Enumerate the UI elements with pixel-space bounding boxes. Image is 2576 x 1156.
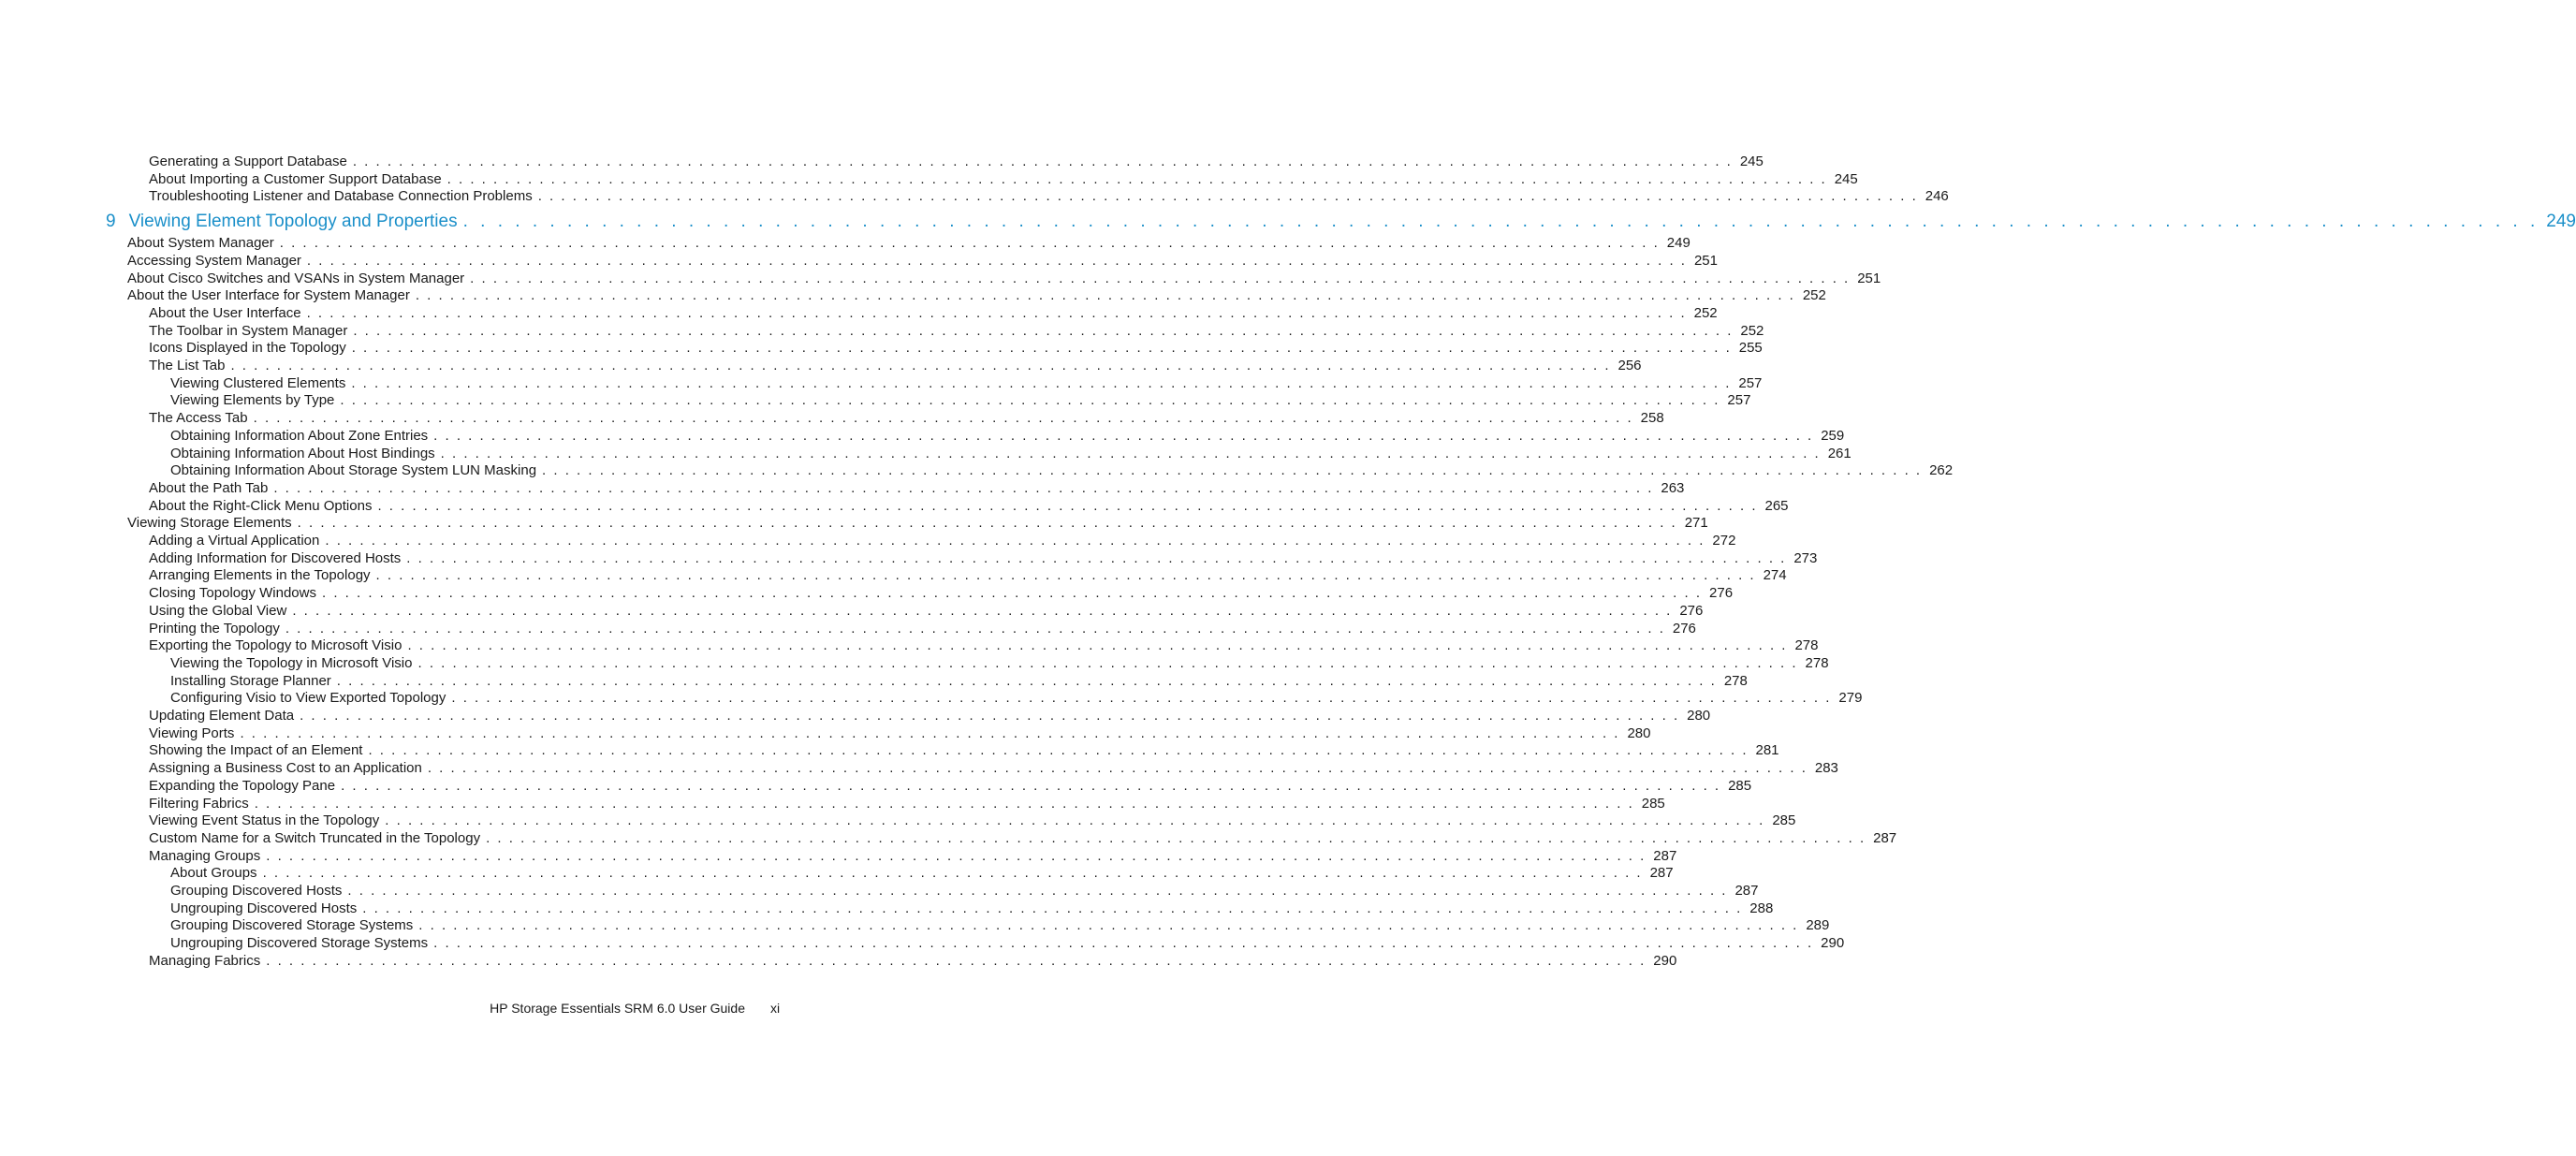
- toc-entry-page: 287: [1873, 829, 1897, 846]
- toc-entry-page: 257: [1738, 374, 1763, 391]
- toc-entry-title: Viewing Storage Elements: [127, 515, 292, 532]
- toc-entry-title: Filtering Fabrics: [149, 795, 249, 812]
- toc-entry[interactable]: [149, 777, 1752, 795]
- toc-entry-page: 265: [1764, 497, 1789, 514]
- toc-entry-page: 285: [1641, 795, 1665, 812]
- toc-entry-title: About Importing a Customer Support Database: [149, 170, 442, 187]
- toc-entry-title: About System Manager: [127, 235, 274, 252]
- toc-entry-page: 262: [1929, 462, 1954, 479]
- toc-entry[interactable]: [149, 187, 1949, 205]
- footer-title: HP Storage Essentials SRM 6.0 User Guide: [490, 1001, 745, 1016]
- toc-entry-page: 246: [1925, 188, 1949, 205]
- toc-entry-title: The Access Tab: [149, 410, 248, 427]
- dot-leader: . . . . . . . . . . . . . . . . . . . . . . . . . . . . . . . . . . . . . . . . . . . . . . . . . . . . . . . . . . . . . . . . . . . . . . . . . . . . . . . . . . . . . . . . . . . . . . . . . . . . . . . . . . . . . . . . . . . . . . . .: [486, 829, 1866, 846]
- dot-leader: . . . . . . . . . . . . . . . . . . . . . . . . . . . . . . . . . . . . . . . . . . . . . . . . . . . . . . . . . . . . . . . . . . . . . . . . . . . . . . . . . . . . . . . . . . . . . . . . . . . . . . . . . . . . . . . . . . . . . . . .: [470, 270, 1851, 286]
- toc-entry-page: 287: [1653, 847, 1677, 864]
- toc-entry[interactable]: [170, 934, 1845, 952]
- dot-leader: . . . . . . . . . . . . . . . . . . . . . . . . . . . . . . . . . . . . . . . . . . . . . . . . . . . . . . . . . . . . . . . . . . . . . . . . . . . . . . . . . . . . . . . . . . . . . . . . . . . . . . . . . . . . . . . . . . . . . . . .: [279, 235, 1660, 252]
- toc-entry-page: 276: [1709, 585, 1734, 602]
- dot-leader: . . . . . . . . . . . . . . . . . . . . . . . . . . . . . . . . . . . . . . . . . . . . . . . . . . . . . . . . . . . . . . . . . . . . . . . . . . . . . . . . . . . . . . . . . . . . . . . . . . . . . . . . . . . . . . . . . . . . . . . .: [375, 567, 1756, 584]
- toc-entry-title: Using the Global View: [149, 602, 287, 619]
- dot-leader: . . . . . . . . . . . . . . . . . . . . . . . . . . . . . . . . . . . . . . . . . . . . . . . . . . . . . . . . . . . . . . . . . . . . . . . . . . . . . . . . . . . . . . . . . . . . . . . . . . . . . . . . . . . . . . . . . . . . . . . .: [336, 672, 1717, 689]
- dot-leader: . . . . . . . . . . . . . . . . . . . . . . . . . . . . . . . . . . . . . . . . . . . . . . . . . . . . . . . . . . . . . . . . . . . . . . . . . . . . . . . . . . . . . . . . . . . . . . . . . . . . . . . . . . . . . . . . . . . . . . . .: [321, 585, 1703, 602]
- toc-entry-title: About the Path Tab: [149, 479, 269, 496]
- toc-entry-page: 257: [1727, 392, 1751, 409]
- dot-leader: . . . . . . . . . . . . . . . . . . . . . . . . . . . . . . . . . . . . . . . . . . . . . . . . . . . . . . . . . . . . . . . . . . . . . . . . . . . . . . . . . . . . . . . . . . . . . . . . . . . . . . . . . . . . . . . . . . . . . . . .: [353, 322, 1734, 339]
- toc-entry-title: About Cisco Switches and VSANs in System Manager: [127, 270, 465, 286]
- dot-leader: . . . . . . . . . . . . . . . . . . . . . . . . . . . . . . . . . . . . . . . . . . . . . . . . . . . . . . . . . . . . . . . . . . . . . . . . . . . . . . . . . . . . . . . . . . . . . . . . . . . . . . . . . . . . . . . . . . . . . . . .: [285, 620, 1665, 637]
- toc-entry-page: 278: [1723, 672, 1748, 689]
- toc-entry-page: 249: [1666, 235, 1690, 252]
- toc-entry-title: Exporting the Topology to Microsoft Visio: [149, 637, 402, 654]
- dot-leader: . . . . . . . . . . . . . . . . . . . . . . . . . . . . . . . . . . . . . . . . . . . . . . . . . . . . . . . . . . . . . . . . . . . . . . . . . . . . . . . . . . . . . . . . . . . . . . . . . . . . . . . . . . . . . . . . . . . . . . . .: [385, 812, 1765, 829]
- toc-entry-page: 274: [1763, 567, 1787, 584]
- toc-entry[interactable]: [149, 637, 1819, 654]
- toc-entry[interactable]: [149, 409, 1664, 427]
- toc-entry-title: Configuring Visio to View Exported Topology: [170, 690, 446, 707]
- toc-entry-title: Adding a Virtual Application: [149, 533, 320, 549]
- toc-entry-page: 280: [1627, 724, 1651, 741]
- toc-entry[interactable]: [170, 654, 1829, 672]
- toc-entry-title: Obtaining Information About Host Bindings: [170, 445, 435, 461]
- toc-entry-page: 273: [1793, 549, 1818, 566]
- toc-entry[interactable]: [149, 566, 1787, 584]
- dot-leader: . . . . . . . . . . . . . . . . . . . . . . . . . . . . . . . . . . . . . . . . . . . . . . . . . . . . . . . . . . . . . . . . . . . . . . . . . . . . . . . . . . . . . . . . . . . . . . . . . . . . . . . . . . . . . . . . . . . . . . . .: [297, 515, 1677, 532]
- toc-entry[interactable]: [170, 427, 1845, 445]
- dot-leader: . . . . . . . . . . . . . . . . . . . . . . . . . . . . . . . . . . . . . . . . . . . . . . . . . . . . . . . . . . . . . . . . . . . . . . . . . . . . . . . . . . . . . . . . . . . . . . . . . . . . . . . . . . . . . . . . . . . . . . . .: [306, 304, 1687, 321]
- dot-leader: . . . . . . . . . . . . . . . . . . . . . . . . . . . . . . . . . . . . . . . . . . . . . . . . . . . . . . . . . . . . . . . . . . . . . . . . . . . . . . . . . . . . . . . . . . . . . . . . . . . . . . . . . . . . . . . . . . . . . . . .: [341, 777, 1721, 794]
- toc-entry-page: 251: [1693, 252, 1718, 269]
- toc-entry-title: Grouping Discovered Storage Systems: [170, 917, 414, 934]
- toc-entry-title: Printing the Topology: [149, 620, 280, 637]
- toc-entry-page: 249: [2546, 212, 2576, 232]
- toc-entry[interactable]: [149, 304, 1718, 322]
- toc-entry-page: 258: [1640, 410, 1664, 427]
- toc-entry[interactable]: [149, 170, 1858, 188]
- dot-leader: . . . . . . . . . . . . . . . . . . . . . . . . . . . . . . . . . . . . . . . . . . . . . . . . . . . . . . . . . . . . . . . . . . . . . . . . . . . . . . . . . . . . . . . . . . . . . . . . . . . . . . . . . . . . . . . . . . . . . . . .: [266, 847, 1647, 864]
- toc-entry[interactable]: [149, 602, 1704, 620]
- dot-leader: . . . . . . . . . . . . . . . . . . . . . . . . . . . . . . . . . . . . . . . . . . . . . . . . . . . . . . . . . . . . . . . . . . . . . . . . . . . . . . . . . . . . . . . . . . . . . . . . . . . . . . . . . . . . . . . . . . . . . . . .: [230, 358, 1611, 373]
- toc-entry-page: 252: [1693, 304, 1718, 321]
- dot-leader: . . . . . . . . . . . . . . . . . . . . . . . . . . . . . . . . . . . . . . . . . . . . . . . . . . . . . . . . . . . . . . . . . . . . . . . . . . . . . . . . . . . . . . . . . . . . . . . . . . . . . . . . . . . . . . . . . . . . . . . .: [253, 410, 1633, 427]
- toc-entry[interactable]: [149, 322, 1764, 340]
- toc-entry-title: Managing Fabrics: [149, 952, 261, 969]
- toc-entry-title: Icons Displayed in the Topology: [149, 340, 346, 357]
- toc-entry[interactable]: [149, 952, 1677, 970]
- toc-entry-page: 259: [1821, 427, 1845, 444]
- toc-entry[interactable]: [149, 795, 1665, 812]
- dot-leader: . . . . . . . . . . . . . . . . . . . . . . . . . . . . . . . . . . . . . . . . . . . . . . . . . . . . . . . . . . . . . . . . . . . . . . . . . . . . . . . . . . . . . . . . . . . . . . . . . . . . . . . . . . . . . . . . . . . . . . . .: [377, 497, 1758, 514]
- toc-entry-title: About the User Interface for System Manager: [127, 287, 410, 304]
- dot-leader: . . . . . . . . . . . . . . . . . . . . . . . . . . . . . . . . . . . . . . . . . . . . . . . . . . . . . . . . . . . . . . . . . . . . . . . . . . . . . . . . . . . . . . . . . . . . . . . . . . . . . . . . . . . . . . . . . . . . . . . .: [351, 340, 1732, 357]
- toc-entry-title: Grouping Discovered Hosts: [170, 883, 343, 899]
- toc-entry[interactable]: [170, 374, 1763, 392]
- dot-leader: . . . . . . . . . . . . . . . . . . . . . . . . . . . . . . . . . . . . . . . . . . . . . . . . . . . . . . . . . . . . . . . . . . . . . . . . . . . . . . . . . . . . . . . . . . . . . . . . . . . . . . . . . . . . . . . . . . . . . . . .: [368, 742, 1749, 759]
- toc-entry-title: Installing Storage Planner: [170, 672, 331, 689]
- toc-entry-page: 271: [1684, 515, 1708, 532]
- dot-leader: . . . . . . . . . . . . . . . . . . . . . . . . . . . . . . . . . . . . . . . . . . . . . . . . . . . . . . . . . . . . . . . . . . . . . . . . . . . . . . . . . . . . . . . . . . . . . . . . . . . . . . . . . . . . . . . . . . . . . . . .: [262, 865, 1643, 882]
- toc-entry[interactable]: [149, 479, 1685, 497]
- toc-entry-page: 279: [1838, 690, 1863, 707]
- toc-entry-title: Viewing Ports: [149, 724, 235, 741]
- toc-entry[interactable]: [149, 497, 1789, 515]
- toc-entry-page: 263: [1661, 479, 1685, 496]
- dot-leader: . . . . . . . . . . . . . . . . . . . . . . . . . . . . . . . . . . . . . . . . . . . . . . . . . . . . . . . . . . . . . . . . . . . . . . . . . . . . . . . . . . . . . . . . . . . . . . . . . . . . . . . . . . . . . . . . . . . . . . . .: [433, 427, 1814, 444]
- dot-leader: . . . . . . . . . . . . . . . . . . . . . . . . . . . . . . . . . . . . . . . . . . . . . . . . . . . . . . . . . . . . . . . . . . . . . . . . . . . . . . . . . . . . . . . . . . . . . . . . . . . . . . . . . . . . . . . . . . . . . . . .: [446, 170, 1827, 187]
- toc-entry-title: The List Tab: [149, 358, 226, 373]
- toc-entry[interactable]: [149, 584, 1734, 602]
- dot-leader: . . . . . . . . . . . . . . . . . . . . . . . . . . . . . . . . . . . . . . . . . . . . . . . . . . . . . . . . . . . . . . . . . . . . . . . . . . . . . . . . . . . . . . . . . . . . . . . . . . . . . . . . . . . . . . . . . . . . . . . .: [240, 724, 1620, 741]
- toc-entry-page: 285: [1728, 777, 1752, 794]
- toc-entry[interactable]: [127, 514, 1708, 532]
- footer-page-number: xi: [770, 1001, 781, 1016]
- dot-leader: . . . . . . . . . . . . . . . . . . . . . . . . . . . . . . . . . . . . . . . . . . . . . . . . . . . . . . . . . . . . . . . . . . . . . . . . . . . . . . . . . . . . . . . . . . . . . . . . . . . . . . . . . . . . . . . . . . . . . . . .: [254, 795, 1634, 812]
- dot-leader: . . . . . . . . . . . . . . . . . . . . . . . . . . . . . . . . . . . . . . . . . . . . . . . . . . . . . . . . . . . . . . . . . . . . . . . . . . . . . . . . . . . . . . . . . . . . . . . . . . . . . . . . . . . . . . . . . . . . . . . .: [352, 154, 1733, 169]
- dot-leader: . . . . . . . . . . . . . . . . . . . . . . . . . . . . . . . . . . . . . . . . . . . . . . . . . . . . . . . . . . . . . . . . . . . . . . . . . . . . . . . . . . . . . . . . . . . . . . . . . . . . . . . . . . . . . . . . . . . . . . . .: [433, 935, 1814, 952]
- toc-entry-title: Managing Groups: [149, 847, 261, 864]
- toc-entry[interactable]: [170, 916, 1830, 934]
- toc-entry-page: 256: [1617, 358, 1642, 373]
- toc-entry[interactable]: [149, 812, 1796, 829]
- toc-entry[interactable]: [127, 270, 1881, 287]
- toc-entry[interactable]: [149, 153, 1764, 170]
- dot-leader: . . . . . . . . . . . . . . . . . . . . . . . . . . . . . . . . . . . . . . . . . . . . . . . . . . . . . . . . . . . . . . . . . . . . . . . . . . . . . . . . . . . . . . . . . . . . . . . . . . . . . . . . . . . . . . . . . . . . . . . .: [300, 708, 1680, 724]
- toc-entry-title: The Toolbar in System Manager: [149, 322, 348, 339]
- toc-entry-title: Viewing Clustered Elements: [170, 374, 346, 391]
- toc-entry-title: Assigning a Business Cost to an Application: [149, 760, 422, 777]
- chapter-number: 9: [106, 212, 116, 232]
- dot-leader: . . . . . . . . . . . . . . . . . . . . . . . . . . . . . . . . . . . . . . . . . . . . . . . . . . . . . . . . . . . . . . . . . . . . . . . . . . . . . . . . . . . . . . . . . . . . . . . . . . . . . . . . . . . . . . . . . . . . . . . .: [440, 445, 1821, 461]
- toc-entry-page: 283: [1814, 760, 1838, 777]
- toc-entry[interactable]: [170, 900, 1774, 917]
- dot-leader: . . . . . . . . . . . . . . . . . . . . . . . . . . . . . . . . . . . . . . . . . . . . . . . . . . . . . . . . . . . . . . . . . . . . . . . . . . . . . . . . . . . . . . . . . . . . . . . . . . . . . . . . . . . . . . . . . . . . . . . .: [266, 952, 1647, 969]
- toc-entry[interactable]: [149, 357, 1642, 374]
- dot-leader: . . . . . . . . . . . . . . . . . . . . . . . . . . . . . . . . . . . . . . . . . . . . . . . . . . . . . . . . . . . . . . . . . . . . . . . . . . . . . . . . . . . . . . . . . . . . . . . . . . . . . . . . . . . . . . . . . . . . . . . .: [417, 654, 1798, 671]
- toc-entry[interactable]: [149, 620, 1696, 637]
- toc-entry-page: 290: [1653, 952, 1677, 969]
- chapter-heading[interactable]: [106, 212, 2576, 232]
- toc-entry-title: Troubleshooting Listener and Database Connection Problems: [149, 188, 533, 205]
- toc-entry-page: 288: [1749, 900, 1774, 916]
- toc-entry-page: 287: [1734, 883, 1759, 899]
- toc-entry-title: Ungrouping Discovered Hosts: [170, 900, 358, 916]
- toc-entry[interactable]: [170, 672, 1748, 690]
- dot-leader: . . . . . . . . . . . . . . . . . . . . . . . . . . . . . . . . . . . . . . . . . . . . . . . . . . . . . . . . . . . . . . . . . . . . . . . . . . . . . . . . . . . . . . . . . . . . . . . . . . . . . . . . . . . . . . . . . . . . . . . .: [292, 602, 1673, 619]
- dot-leader: . . . . . . . . . . . . . . . . . . . . . . . . . . . . . . . . . . . . . . . . . . . . . . . . . . . . . . . . . . . . . . . . . . . . . . . . . . . . . . . . . . . . . . . . . . . . . . . . . . . . . . . . . . . . . . . . . . . . . . . .: [347, 883, 1728, 899]
- toc-entry-title: Viewing Event Status in the Topology: [149, 812, 380, 829]
- toc-entry-page: 278: [1794, 637, 1819, 654]
- dot-leader: . . . . . . . . . . . . . . . . . . . . . . . . . . . . . . . . . . . . . . . . . . . . . . . . . . . . . . . . . . . . . . . . . . . . . . . . . . . . . . . . . . . . . . . . . . . . . . . . . . . . . . . . . . . . . . . . . . . . . . . .: [340, 392, 1720, 409]
- toc-entry[interactable]: [170, 391, 1751, 409]
- toc-entry-page: 252: [1740, 322, 1764, 339]
- toc-entry[interactable]: [149, 829, 1897, 847]
- toc-entry-title: Viewing Element Topology and Properties: [128, 212, 458, 232]
- toc-entry-title: About the Right-Click Menu Options: [149, 497, 373, 514]
- toc-entry[interactable]: [149, 339, 1763, 357]
- toc-entry[interactable]: [149, 724, 1651, 742]
- toc-entry-page: 276: [1679, 602, 1704, 619]
- dot-leader: . . . . . . . . . . . . . . . . . . . . . . . . . . . . . . . . . . . . . . . . . . . . . . . . . . . . . . . . . . . . . . . . . . . . . . . . . . . . . . . . . . . . . . . . . . . . . . . . . . . . . . . . . . . . . . . . . . . . . . . .: [273, 479, 1654, 496]
- toc-entry-page: 261: [1827, 445, 1852, 461]
- toc-entry[interactable]: [127, 234, 1690, 252]
- toc-entry-page: 272: [1712, 533, 1736, 549]
- toc-entry-page: 245: [1834, 170, 1858, 187]
- toc-entry-title: Obtaining Information About Zone Entries: [170, 427, 429, 444]
- toc-entry-page: 251: [1857, 270, 1881, 286]
- toc-entry[interactable]: [170, 882, 1759, 900]
- toc-entry-title: Generating a Support Database: [149, 154, 347, 169]
- toc-entry[interactable]: [149, 759, 1838, 777]
- dot-leader: . . . . . . . . . . . . . . . . . . . . . . . . . . . . . . . . . . . . . . . . . . . . . . . . . . . . . . . . . . . . . . . . . . . . . . . . . . . . . . . . . . . . . . . . . . . . . . . . . . . . . . . . . . . . . . . . . . . . . . . .: [415, 287, 1795, 304]
- toc-entry-page: 289: [1806, 917, 1830, 934]
- dot-leader: . . . . . . . . . . . . . . . . . . . . . . . . . . . . . . . . . . . . . . . . . . . . . . . . . . . . . . . . . . . . . . . . . . . . . . . . . . . . . . . . . . . . . . . . . . . . . . . . . . . . . . . . . . . . . . . . . . . . . . . .: [451, 690, 1832, 707]
- toc-entry-title: Obtaining Information About Storage System LUN Masking: [170, 462, 537, 479]
- dot-leader: . . . . . . . . . . . . . . . . . . . . . . . . . . . . . . . . . . . . . . . . . . . . . . . . . . . . . . . . . . . . . . . . . . . . . . . . . . . . . . . . . . . . . . . . . . . . . . . . . . . . . . . . . . . . . . . . . . . . . . . .: [362, 900, 1743, 916]
- toc-entry-title: Expanding the Topology Pane: [149, 777, 336, 794]
- toc-entry[interactable]: [149, 549, 1818, 567]
- toc-entry-page: 276: [1672, 620, 1696, 637]
- toc-entry[interactable]: [149, 532, 1736, 549]
- toc-entry-title: Accessing System Manager: [127, 252, 301, 269]
- toc-entry-title: Viewing the Topology in Microsoft Visio: [170, 654, 413, 671]
- page-footer: [0, 999, 893, 1017]
- toc-entry[interactable]: [170, 445, 1852, 462]
- toc-entry-title: Custom Name for a Switch Truncated in the Topology: [149, 829, 481, 846]
- dot-leader: . . . . . . . . . . . . . . . . . . . . . . . . . . . . . . . . . . . . . . . . . . . . . . . . . . . . . . . . . . . . . . . . . . . . . . . . . . . . . . . . . . . . . . . . . . . . . . . . . . . . . . . . . . . . . . . . . . . . . . . .: [406, 549, 1787, 566]
- dot-leader: . . . . . . . . . . . . . . . . . . . . . . . . . . . . . . . . . . . . . . . . . . . . . . . . . . . . . . . . . . . . . . . . . . . . . . . . . . . . . . . . . . . . . . . . . . . . . . . . . . . . . . . . . . . . . . . . . . . . . . . .: [427, 760, 1808, 777]
- toc-entry[interactable]: [149, 847, 1677, 865]
- toc-entry-title: About the User Interface: [149, 304, 301, 321]
- toc-entry-title: Viewing Elements by Type: [170, 392, 335, 409]
- toc-entry-page: 280: [1687, 708, 1711, 724]
- toc-entry-page: 290: [1821, 935, 1845, 952]
- toc-entry-title: Adding Information for Discovered Hosts: [149, 549, 402, 566]
- toc-entry[interactable]: [170, 461, 1954, 479]
- dot-leader: . . . . . . . . . . . . . . . . . . . . . . . . . . . . . . . . . . . . . . . . . . . . . . . . . . . . . . . . . . . . . . . . . . . . . . . . . . . . . . . . . . . . . . . . . . . . . . . . . . . . . . . . . . . . . . . . . . . . . . . .: [325, 533, 1705, 549]
- toc-entry[interactable]: [170, 689, 1863, 707]
- dot-leader: . . . . . . . . . . . . . . . . . . . . . . . . . . . . . . . . . . . . . . . . . . . . . . . . . . . . . . . . . . . . . . . . . . . . . . . . . . . . . . . . . . . . . . . . . . . . . . . . . . . . . . . . . . . . . . . . . . . . . . . .: [351, 374, 1732, 391]
- toc-entry[interactable]: [127, 286, 1826, 304]
- toc-entry[interactable]: [149, 707, 1711, 724]
- dot-leader: . . . . . . . . . . . . . . . . . . . . . . . . . . . . . . . . . . . . . . . . . . . . . . . . . . . . . . . . . . . . . . . . . . . . . . . . . . . . . . . . . . . . . . . . . . . . . . . . . . . . . . . . . . . . . . . . . . . . . . . .: [462, 212, 2539, 232]
- dot-leader: . . . . . . . . . . . . . . . . . . . . . . . . . . . . . . . . . . . . . . . . . . . . . . . . . . . . . . . . . . . . . . . . . . . . . . . . . . . . . . . . . . . . . . . . . . . . . . . . . . . . . . . . . . . . . . . . . . . . . . . .: [407, 637, 1788, 654]
- toc-entry-title: About Groups: [170, 865, 257, 882]
- toc-entry-page: 285: [1772, 812, 1796, 829]
- toc-entry-page: 245: [1739, 154, 1764, 169]
- toc-entry-page: 252: [1802, 287, 1826, 304]
- toc-entry-title: Updating Element Data: [149, 708, 295, 724]
- toc-entry-page: 281: [1755, 742, 1779, 759]
- toc-entry[interactable]: [170, 864, 1674, 882]
- toc-entry-title: Arranging Elements in the Topology: [149, 567, 371, 584]
- toc-entry[interactable]: [127, 252, 1718, 270]
- toc-entry-title: Ungrouping Discovered Storage Systems: [170, 935, 429, 952]
- dot-leader: . . . . . . . . . . . . . . . . . . . . . . . . . . . . . . . . . . . . . . . . . . . . . . . . . . . . . . . . . . . . . . . . . . . . . . . . . . . . . . . . . . . . . . . . . . . . . . . . . . . . . . . . . . . . . . . . . . . . . . . .: [418, 917, 1799, 934]
- dot-leader: . . . . . . . . . . . . . . . . . . . . . . . . . . . . . . . . . . . . . . . . . . . . . . . . . . . . . . . . . . . . . . . . . . . . . . . . . . . . . . . . . . . . . . . . . . . . . . . . . . . . . . . . . . . . . . . . . . . . . . . .: [542, 462, 1923, 479]
- toc-entry-page: 255: [1738, 340, 1763, 357]
- toc-entry-page: 287: [1649, 865, 1674, 882]
- dot-leader: . . . . . . . . . . . . . . . . . . . . . . . . . . . . . . . . . . . . . . . . . . . . . . . . . . . . . . . . . . . . . . . . . . . . . . . . . . . . . . . . . . . . . . . . . . . . . . . . . . . . . . . . . . . . . . . . . . . . . . . .: [537, 188, 1918, 205]
- dot-leader: . . . . . . . . . . . . . . . . . . . . . . . . . . . . . . . . . . . . . . . . . . . . . . . . . . . . . . . . . . . . . . . . . . . . . . . . . . . . . . . . . . . . . . . . . . . . . . . . . . . . . . . . . . . . . . . . . . . . . . . .: [306, 252, 1687, 269]
- toc-entry-title: Closing Topology Windows: [149, 585, 316, 602]
- toc-entry-page: 278: [1805, 654, 1829, 671]
- toc-entry-title: Showing the Impact of an Element: [149, 742, 363, 759]
- toc-entry[interactable]: [149, 741, 1779, 759]
